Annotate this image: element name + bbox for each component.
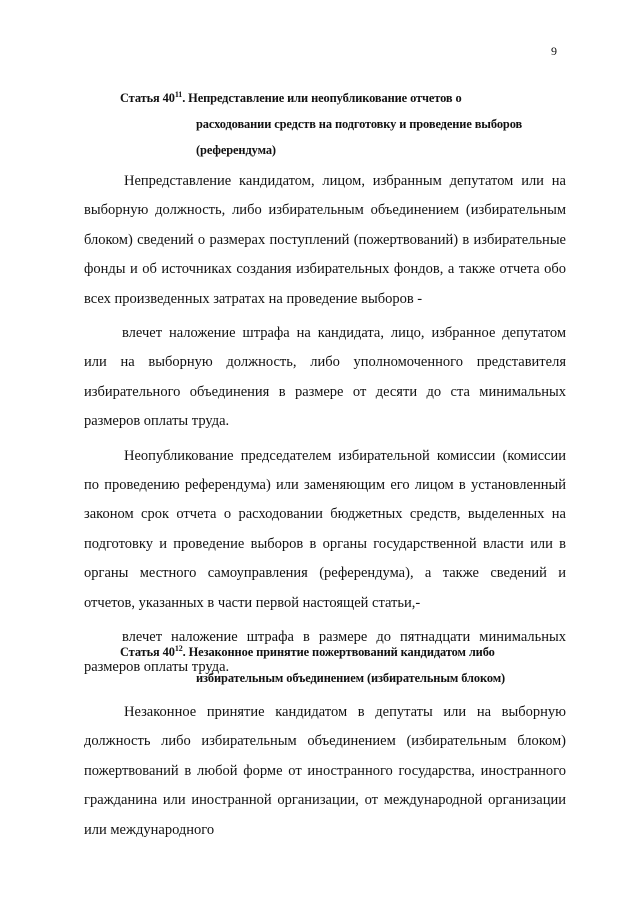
article-heading-prefix: Статья 40 xyxy=(120,91,175,105)
article-40-11-body xyxy=(84,167,566,682)
article-40-12-heading xyxy=(120,636,570,691)
article-heading-prefix: Статья 40 xyxy=(120,645,175,659)
article-heading-title-line3: (референдума) xyxy=(196,143,276,157)
article-heading-superscript: 11 xyxy=(174,90,183,99)
article-40-11-heading xyxy=(120,82,570,163)
article-heading-title-line1: . Незаконное принятие пожертвований кандидатом либо xyxy=(182,645,495,659)
paragraph: Неопубликование председателем избирательной комиссии (комиссии по проведению референдума) или заменяющим его лицом в установленный законом срок отчета о расходовании бюджетных средств, выделенных на подготовку и проведение выборов в органы государственной власти или в органы местного самоуправления (референдума), а также сведений и отчетов, указанных в части первой настоящей статьи,- xyxy=(84,447,566,611)
article-40-12-body xyxy=(84,698,566,845)
paragraph: влечет наложение штрафа на кандидата, лицо, избранное депутатом или на выборную должность, либо уполномоченного представителя избирательного объединения в размере от десяти до ста минимальных размеров оплаты труда. xyxy=(84,325,566,430)
paragraph: Незаконное принятие кандидатом в депутаты или на выборную должность либо избирательным объединением (избирательным блоком) пожертвований в любой форме от иностранного государства, иностранного гражданина или иностранной организации, от международной организации или международного xyxy=(84,704,566,838)
article-heading-title-line1: . Непредставление или неопубликование отчетов о xyxy=(182,91,462,105)
page-number: 9 xyxy=(551,44,557,58)
article-heading-superscript: 12 xyxy=(174,644,183,653)
paragraph: влечет наложение штрафа в размере до пятнадцати минимальных размеров оплаты труда. xyxy=(84,629,566,675)
article-heading-title-line2: избирательным объединением (избирательным блоком) xyxy=(196,671,506,685)
article-heading-title-line2: расходовании средств на подготовку и проведение выборов xyxy=(196,117,523,131)
paragraph: Непредставление кандидатом, лицом, избранным депутатом или на выборную должность, либо избирательным объединением (избирательным блоком) сведений о размерах поступлений (пожертвований) в избирательные фонды и об источниках создания избирательных фондов, а также отчета обо всех произведенных затратах на проведение выборов - xyxy=(84,173,566,307)
